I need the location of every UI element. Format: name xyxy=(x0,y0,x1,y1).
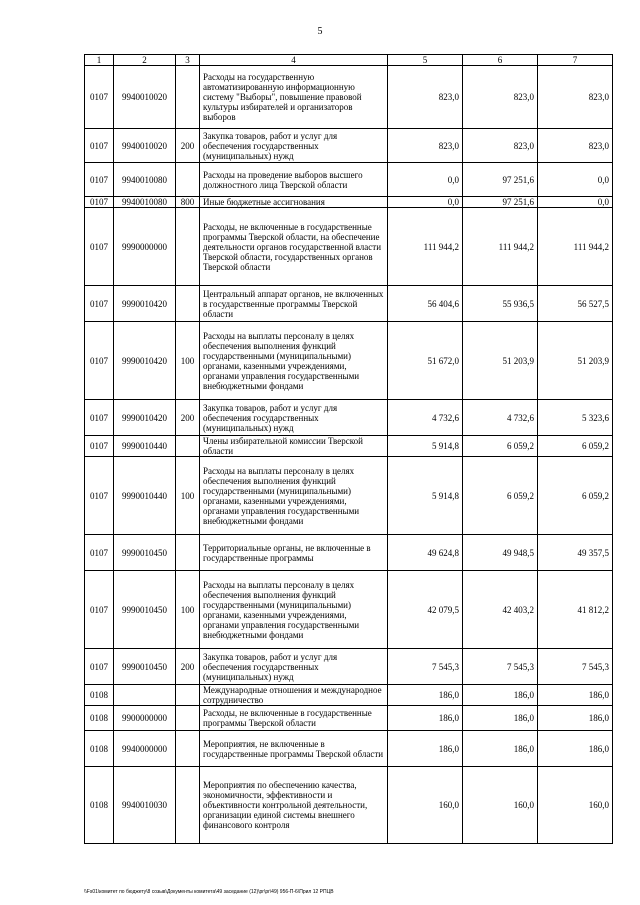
amount-col5-cell: 823,0 xyxy=(388,66,463,129)
table-row xyxy=(85,129,613,163)
amount-col7-cell: 51 203,9 xyxy=(538,322,613,400)
amount-col7-cell: 0,0 xyxy=(538,197,613,208)
target-code-cell xyxy=(114,685,176,706)
description-cell: Иные бюджетные ассигнования xyxy=(200,197,388,208)
section-code-cell: 0108 xyxy=(85,731,114,767)
amount-col7-cell: 5 323,6 xyxy=(538,400,613,436)
target-code-cell: 9990010420 xyxy=(114,286,176,322)
expense-type-cell: 100 xyxy=(176,322,200,400)
table-row xyxy=(85,649,613,685)
column-header: 4 xyxy=(200,55,388,66)
amount-col6-cell: 7 545,3 xyxy=(463,649,538,685)
table-row xyxy=(85,685,613,706)
amount-col6-cell: 823,0 xyxy=(463,66,538,129)
target-code-cell: 9940010080 xyxy=(114,197,176,208)
table-row xyxy=(85,436,613,457)
amount-col7-cell: 160,0 xyxy=(538,767,613,844)
section-code-cell: 0107 xyxy=(85,649,114,685)
description-cell: Мероприятия по обеспечению качества, экономичности, эффективности и объективности контрольной деятельности, организации единой системы внешнего финансового контроля xyxy=(200,767,388,844)
section-code-cell: 0107 xyxy=(85,163,114,197)
amount-col6-cell: 186,0 xyxy=(463,706,538,731)
amount-col5-cell: 5 914,8 xyxy=(388,457,463,535)
amount-col6-cell: 6 059,2 xyxy=(463,457,538,535)
amount-col7-cell: 186,0 xyxy=(538,685,613,706)
table-row xyxy=(85,400,613,436)
amount-col5-cell: 823,0 xyxy=(388,129,463,163)
expense-type-cell xyxy=(176,436,200,457)
table-row xyxy=(85,163,613,197)
amount-col5-cell: 186,0 xyxy=(388,706,463,731)
expense-type-cell: 800 xyxy=(176,197,200,208)
column-header: 7 xyxy=(538,55,613,66)
column-header: 6 xyxy=(463,55,538,66)
amount-col5-cell: 56 404,6 xyxy=(388,286,463,322)
amount-col6-cell: 160,0 xyxy=(463,767,538,844)
description-cell: Расходы на проведение выборов высшего должностного лица Тверской области xyxy=(200,163,388,197)
target-code-cell: 9990010450 xyxy=(114,535,176,571)
description-cell: Расходы, не включенные в государственные программы Тверской области xyxy=(200,706,388,731)
description-cell: Расходы на выплаты персоналу в целях обеспечения выполнения функций государственными (муниципальными) органами, казенными учреждениями, органами управления государственными внебюджетными фондами xyxy=(200,457,388,535)
description-cell: Закупка товаров, работ и услуг для обеспечения государственных (муниципальных) нужд xyxy=(200,400,388,436)
amount-col7-cell: 0,0 xyxy=(538,163,613,197)
target-code-cell: 9990000000 xyxy=(114,208,176,286)
description-cell: Международные отношения и международное сотрудничество xyxy=(200,685,388,706)
target-code-cell: 9940000000 xyxy=(114,731,176,767)
column-header: 1 xyxy=(85,55,114,66)
expense-type-cell xyxy=(176,731,200,767)
amount-col5-cell: 49 624,8 xyxy=(388,535,463,571)
amount-col6-cell: 111 944,2 xyxy=(463,208,538,286)
amount-col6-cell: 6 059,2 xyxy=(463,436,538,457)
expense-type-cell xyxy=(176,286,200,322)
amount-col5-cell: 186,0 xyxy=(388,685,463,706)
section-code-cell: 0107 xyxy=(85,197,114,208)
expense-type-cell: 100 xyxy=(176,571,200,649)
amount-col7-cell: 6 059,2 xyxy=(538,457,613,535)
amount-col5-cell: 4 732,6 xyxy=(388,400,463,436)
amount-col6-cell: 97 251,6 xyxy=(463,163,538,197)
amount-col5-cell: 111 944,2 xyxy=(388,208,463,286)
section-code-cell: 0107 xyxy=(85,436,114,457)
target-code-cell: 9940010020 xyxy=(114,129,176,163)
section-code-cell: 0107 xyxy=(85,571,114,649)
table-row xyxy=(85,322,613,400)
amount-col6-cell: 51 203,9 xyxy=(463,322,538,400)
table-row xyxy=(85,767,613,844)
table-row xyxy=(85,457,613,535)
column-header: 5 xyxy=(388,55,463,66)
amount-col7-cell: 49 357,5 xyxy=(538,535,613,571)
amount-col6-cell: 823,0 xyxy=(463,129,538,163)
expense-type-cell: 200 xyxy=(176,649,200,685)
column-header: 2 xyxy=(114,55,176,66)
column-header: 3 xyxy=(176,55,200,66)
amount-col7-cell: 823,0 xyxy=(538,66,613,129)
table-row xyxy=(85,197,613,208)
table-row xyxy=(85,571,613,649)
section-code-cell: 0107 xyxy=(85,129,114,163)
description-cell: Члены избирательной комиссии Тверской области xyxy=(200,436,388,457)
description-cell: Центральный аппарат органов, не включенных в государственные программы Тверской области xyxy=(200,286,388,322)
description-cell: Территориальные органы, не включенные в государственные программы xyxy=(200,535,388,571)
table-row xyxy=(85,706,613,731)
amount-col7-cell: 7 545,3 xyxy=(538,649,613,685)
amount-col5-cell: 42 079,5 xyxy=(388,571,463,649)
amount-col7-cell: 823,0 xyxy=(538,129,613,163)
expense-type-cell: 100 xyxy=(176,457,200,535)
amount-col5-cell: 0,0 xyxy=(388,163,463,197)
section-code-cell: 0108 xyxy=(85,685,114,706)
page-number: 5 xyxy=(317,26,323,37)
amount-col6-cell: 97 251,6 xyxy=(463,197,538,208)
amount-col5-cell: 5 914,8 xyxy=(388,436,463,457)
expense-type-cell xyxy=(176,767,200,844)
description-cell: Мероприятия, не включенные в государственные программы Тверской области xyxy=(200,731,388,767)
amount-col7-cell: 41 812,2 xyxy=(538,571,613,649)
amount-col7-cell: 186,0 xyxy=(538,706,613,731)
amount-col5-cell: 186,0 xyxy=(388,731,463,767)
description-cell: Расходы, не включенные в государственные программы Тверской области, на обеспечение деятельности органов государственной власти Тверской области, государственных органов Тверской области xyxy=(200,208,388,286)
table-row xyxy=(85,208,613,286)
expense-type-cell xyxy=(176,685,200,706)
amount-col6-cell: 42 403,2 xyxy=(463,571,538,649)
description-cell: Расходы на выплаты персоналу в целях обеспечения выполнения функций государственными (муниципальными) органами, казенными учреждениями, органами управления государственными внебюджетными фондами xyxy=(200,322,388,400)
section-code-cell: 0107 xyxy=(85,322,114,400)
target-code-cell: 9990010440 xyxy=(114,457,176,535)
expense-type-cell xyxy=(176,535,200,571)
target-code-cell: 9990010440 xyxy=(114,436,176,457)
target-code-cell: 9940010030 xyxy=(114,767,176,844)
amount-col7-cell: 56 527,5 xyxy=(538,286,613,322)
description-cell: Расходы на выплаты персоналу в целях обеспечения выполнения функций государственными (муниципальными) органами, казенными учреждениями, органами управления государственными внебюджетными фондами xyxy=(200,571,388,649)
section-code-cell: 0107 xyxy=(85,286,114,322)
amount-col5-cell: 51 672,0 xyxy=(388,322,463,400)
section-code-cell: 0108 xyxy=(85,706,114,731)
amount-col7-cell: 6 059,2 xyxy=(538,436,613,457)
section-code-cell: 0107 xyxy=(85,457,114,535)
section-code-cell: 0107 xyxy=(85,535,114,571)
description-cell: Расходы на государственную автоматизированную информационную систему "Выборы", повышение правовой культуры избирателей и организаторов выборов xyxy=(200,66,388,129)
section-code-cell: 0107 xyxy=(85,400,114,436)
target-code-cell: 9990010420 xyxy=(114,400,176,436)
table-row xyxy=(85,535,613,571)
expense-type-cell: 200 xyxy=(176,400,200,436)
target-code-cell: 9940010080 xyxy=(114,163,176,197)
section-code-cell: 0108 xyxy=(85,767,114,844)
amount-col7-cell: 186,0 xyxy=(538,731,613,767)
target-code-cell: 9990010420 xyxy=(114,322,176,400)
table-header-row xyxy=(85,55,613,66)
section-code-cell: 0107 xyxy=(85,66,114,129)
expense-type-cell xyxy=(176,208,200,286)
description-cell: Закупка товаров, работ и услуг для обеспечения государственных (муниципальных) нужд xyxy=(200,649,388,685)
expense-type-cell xyxy=(176,163,200,197)
amount-col7-cell: 111 944,2 xyxy=(538,208,613,286)
expense-type-cell xyxy=(176,706,200,731)
table-row xyxy=(85,66,613,129)
amount-col5-cell: 0,0 xyxy=(388,197,463,208)
amount-col6-cell: 49 948,5 xyxy=(463,535,538,571)
section-code-cell: 0107 xyxy=(85,208,114,286)
amount-col5-cell: 7 545,3 xyxy=(388,649,463,685)
target-code-cell: 9940010020 xyxy=(114,66,176,129)
target-code-cell: 9990010450 xyxy=(114,649,176,685)
file-path-footer: \\Fs01\комитет по бюджету\8 созыв\Документы комитета\49 заседание (12)\pr\pr\49) 956-П-6\Прил 12 РПЦВ xyxy=(84,889,334,895)
budget-table xyxy=(84,54,613,844)
amount-col6-cell: 4 732,6 xyxy=(463,400,538,436)
table-row xyxy=(85,286,613,322)
table-row xyxy=(85,731,613,767)
target-code-cell: 9900000000 xyxy=(114,706,176,731)
description-cell: Закупка товаров, работ и услуг для обеспечения государственных (муниципальных) нужд xyxy=(200,129,388,163)
amount-col6-cell: 186,0 xyxy=(463,731,538,767)
amount-col6-cell: 55 936,5 xyxy=(463,286,538,322)
amount-col5-cell: 160,0 xyxy=(388,767,463,844)
target-code-cell: 9990010450 xyxy=(114,571,176,649)
expense-type-cell xyxy=(176,66,200,129)
expense-type-cell: 200 xyxy=(176,129,200,163)
amount-col6-cell: 186,0 xyxy=(463,685,538,706)
